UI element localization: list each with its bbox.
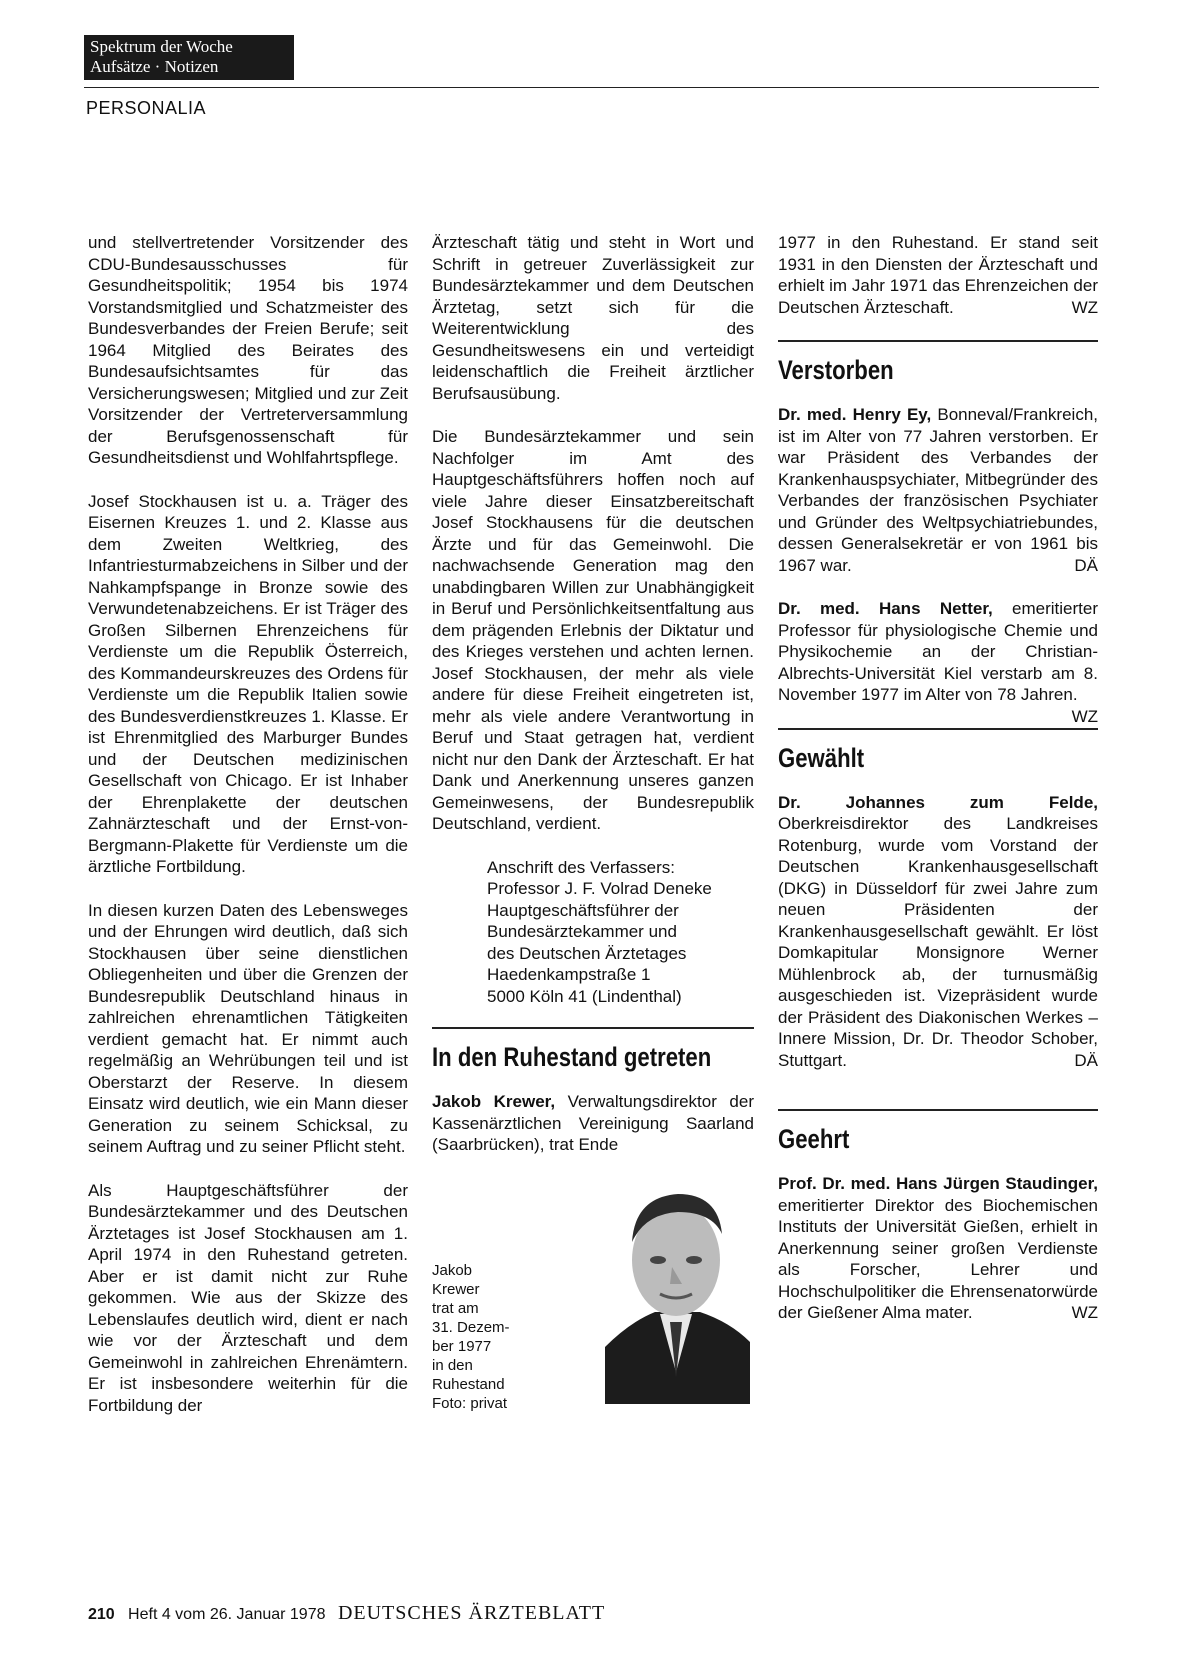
address-line: 5000 Köln 41 (Lindenthal): [487, 986, 682, 1006]
section-heading: Geehrt: [778, 1124, 850, 1154]
address-line: Haedenkampstraße 1: [487, 965, 651, 984]
address-line: Bundesärztekammer und: [487, 922, 677, 941]
paragraph: [778, 1173, 1098, 1324]
tag-line-2: Aufsätze · Notizen: [90, 57, 219, 76]
person-name: Dr. Johannes zum Felde,: [778, 792, 1098, 812]
paragraph: [778, 598, 1098, 726]
paragraph: Josef Stockhausen ist u. a. Träger des Eisernen Kreuzes 1. und 2. Klasse aus dem Zweiten Weltkrieg, des Infantriesturmabzeichens in Silber und der Nahkampfspange in Bronze sowie des Verwundetenabzeichens. Er ist Träger des Großen Silbernen Ehrenzeichens für Verdienste um die Republik Österreich, des Kommandeurskreuzes des Ordens für Verdienste um die Republik Italien sowie des Bundesverdienstkreuzes 1. Klasse. Er ist Ehrenmitglied des Marburger Bundes und der Deutschen medizinischen Gesellschaft von Chicago. Er ist Inhaber der Ehrenplakette der deutschen Zahnärzteschaft und der Ernst-von-Bergmann-Plakette für Verdienste um die ärztliche Fortbildung.: [88, 491, 408, 876]
caption-line: ber 1977: [432, 1337, 492, 1355]
section-rule: [778, 340, 1098, 342]
caption-line: Jakob: [432, 1261, 473, 1279]
caption-line: 31. Dezem-: [432, 1318, 510, 1336]
paragraph: [432, 1091, 754, 1156]
author-address: [487, 857, 754, 1008]
section-heading: Verstorben: [778, 355, 894, 385]
column-1: [88, 232, 408, 1438]
caption-line: Foto: privat: [432, 1394, 508, 1412]
paragraph-text: Verwaltungsdirektor der Kassenärztlichen Vereinigung Saarland (Saarbrücken), trat Ende: [432, 1092, 754, 1154]
section-rule: [778, 728, 1098, 730]
author-initials: WZ: [1071, 297, 1098, 317]
author-initials: DÄ: [1074, 555, 1098, 575]
paragraph-text: 1977 in den Ruhestand. Er stand seit 1931 in den Diensten der Ärzteschaft und erhielt im Jahr 1971 das Ehrenzeichen der Deutschen Ärzteschaft.: [778, 233, 1098, 317]
top-rule: [84, 87, 1099, 88]
paragraph: [778, 404, 1098, 576]
paragraph-text: Bonneval/Frankreich, ist im Alter von 77 Jahren verstorben. Er war Präsident des Verbandes der Krankenhauspsychiater, Mitbegründer des Verbandes der französischen Psychiater und Gründer des Weltpsychiatriebundes, dessen Generalsekretär er von 1961 bis 1967 war.: [778, 405, 1098, 575]
paragraph: [778, 792, 1098, 1072]
paragraph: Die Bundesärztekammer und sein Nachfolger im Amt des Hauptgeschäftsführers hoffen noch auf viele Jahre dieser Einsatzbereitschaft Josef Stockhausens für die deutschen Ärzte und für das Gemeinwohl. Die nachwachsende Generation mag den unabdingbaren Willen zur Unabhängigkeit in Beruf und Persönlichkeitsentfaltung aus dem prägenden Erlebnis der Diktatur und des Krieges verstehen und achten lernen. Josef Stockhausen, der mehr als viele andere für diese Freiheit eingetreten ist, mehr als viele andere Verantwortung in Beruf und Staat getragen hat, verdient nicht nur den Dank der Ärzteschaft. Er hat Dank und Anerkennung unseres ganzen Gemeinwesens, der Bundesrepublik Deutschland, verdient.: [432, 427, 754, 833]
person-name: Dr. med. Henry Ey,: [778, 405, 932, 424]
address-line: Professor J. F. Volrad Deneke: [487, 879, 712, 898]
caption-line: Ruhestand: [432, 1375, 505, 1393]
author-initials: WZ: [1071, 706, 1098, 726]
photo-block: [432, 1166, 754, 1421]
issue-date: Heft 4 vom 26. Januar 1978: [128, 1606, 326, 1623]
address-line: Hauptgeschäftsführer der: [487, 900, 679, 920]
journal-name: DEUTSCHES ÄRZTEBLATT: [337, 1602, 606, 1624]
tag-line-1: Spektrum der Woche: [90, 37, 233, 56]
person-name: Dr. med. Hans Netter,: [778, 599, 993, 618]
caption-line: trat am: [432, 1299, 479, 1317]
paragraph: und stellvertretender Vorsitzender des CDU-Bundesausschusses für Gesundheitspolitik; 1954 bis 1974 Vorstandsmitglied und Schatzmeister des Bundesverbandes der Freien Berufe; seit 1964 Mitglied des Beirates des Bundesaufsichtsamtes für das Versicherungswesen; Mitglied und zur Zeit Vorsitzender der Vertreterversammlung der Berufsgenossenschaft für Gesundheitsdienst und Wohlfahrtspflege.: [88, 233, 408, 467]
paragraph: In diesen kurzen Daten des Lebensweges und der Ehrungen wird deutlich, daß sich Stockhausen über seine dienstlichen Obliegenheiten und über die Grenzen der Bundesrepublik Deutschland hinaus in zahlreichen ehrenamtlichen Tätigkeiten verdient gemacht hat. Er nimmt auch regelmäßig an Wehrübungen teil und ist Oberstarzt der Reserve. In diesem Einsatz wird deutlich, wie ein Mann dieser Generation zu seinem Schicksal, zu seinem Auftrag und zu seiner Pflicht steht.: [88, 900, 408, 1156]
photo-caption: [432, 1261, 532, 1413]
column-3: [778, 232, 1098, 1346]
author-initials: WZ: [1071, 1303, 1098, 1322]
portrait-graphic: [600, 1172, 752, 1404]
column-2: [432, 232, 754, 1421]
person-name: Jakob Krewer,: [432, 1092, 556, 1111]
person-name: Prof. Dr. med. Hans Jürgen Staudinger,: [778, 1174, 1098, 1193]
page-footer: [88, 1602, 605, 1625]
address-line: Anschrift des Verfassers:: [487, 857, 676, 877]
author-initials: DÄ: [1074, 1050, 1098, 1070]
caption-line: Krewer: [432, 1280, 480, 1298]
section-title: PERSONALIA: [86, 98, 207, 118]
section-rule: [432, 1027, 754, 1029]
paragraph-text: Oberkreisdirektor des Landkreises Rotenburg, wurde vom Vorstand der Deutschen Krankenhausgesellschaft (DKG) in Düsseldorf für zwei Jahre zum neuen Präsidenten der Krankenhausgesellschaft gewählt. Er löst Domkapitular Monsignore Werner Mühlenbrock ab, der turnusmäßig ausgeschieden ist. Vizepräsident wurde der Präsident des Diakonischen Werkes – Innere Mission, Dr. Dr. Theodor Schober, Stuttgart.: [778, 814, 1098, 1070]
paragraph: Als Hauptgeschäftsführer der Bundesärztekammer und des Deutschen Ärztetages ist Josef Stockhausen am 1. April 1974 in den Ruhestand getreten. Aber er ist damit nicht zur Ruhe gekommen. Wie aus der Skizze des Lebenslaufes deutlich wird, dient er nach wie vor der Ärzteschaft und dem Gemeinwohl in zahlreichen Ehrenämtern. Er ist insbesondere weiterhin für die Fortbildung der: [88, 1180, 408, 1415]
paragraph-text: emeritierter Professor für physiologische Chemie und Physikochemie an der Christian-Albrechts-Universität Kiel verstarb am 8. November 1977 im Alter von 78 Jahren.: [778, 599, 1098, 704]
section-heading: Gewählt: [778, 742, 865, 773]
section-rule: [778, 1109, 1098, 1111]
paragraph: [778, 232, 1098, 318]
portrait-photo: [600, 1172, 752, 1404]
section-heading: In den Ruhestand getreten: [432, 1042, 712, 1072]
caption-line: in den: [432, 1356, 473, 1374]
section-tag: [84, 35, 294, 80]
page-number: 210: [88, 1606, 115, 1623]
paragraph: Ärzteschaft tätig und steht in Wort und Schrift in getreuer Zuverlässigkeit zur Bundesärztekammer und dem Deutschen Ärztetag, setzt sich für die Weiterentwicklung des Gesundheitswesens ein und verteidigt leidenschaftlich die Freiheit ärztlicher Berufsausübung.: [432, 233, 754, 403]
address-line: des Deutschen Ärztetages: [487, 943, 687, 963]
paragraph-text: emeritierter Direktor des Biochemischen Instituts der Universität Gießen, erhielt in Anerkennung seiner großen Verdienste als Forscher, Lehrer und Hochschulpolitiker die Ehrensenatorwürde der Gießener Alma mater.: [778, 1195, 1098, 1322]
